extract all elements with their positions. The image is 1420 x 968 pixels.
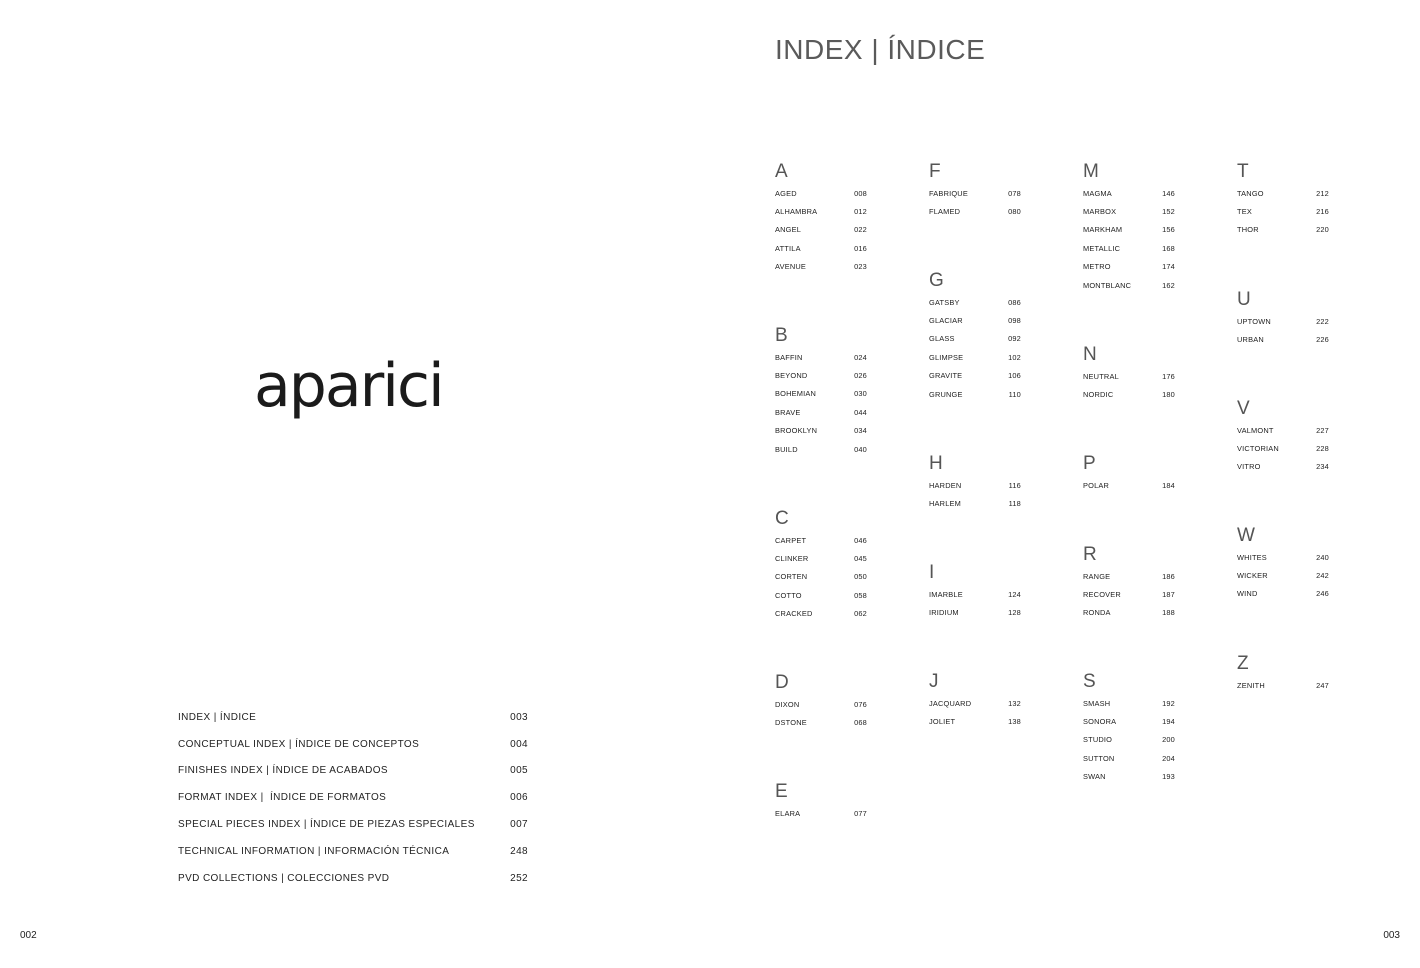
index-entry[interactable] [1083,258,1175,276]
index-letter: H [929,453,943,474]
collection-name: CRACKED [775,609,813,619]
collection-page: 110 [1008,389,1021,399]
collection-page: 168 [1162,243,1175,253]
index-entry[interactable] [775,258,867,276]
collection-name: METRO [1083,262,1111,272]
toc-row[interactable] [178,731,528,758]
index-group-f [929,160,1021,221]
collection-page: 102 [1008,352,1021,362]
index-entry[interactable] [1083,712,1175,730]
index-entry[interactable] [929,712,1021,730]
toc-row[interactable] [178,865,528,892]
page-number-right: 003 [1383,930,1400,941]
collection-name: VITRO [1237,462,1261,472]
index-group-e [775,780,867,822]
collection-page: 212 [1316,188,1329,198]
collection-name: STUDIO [1083,735,1113,745]
collection-name: URBAN [1237,335,1264,345]
collection-page: 128 [1008,608,1021,618]
collection-page: 050 [854,572,867,582]
collection-page: 228 [1316,444,1329,454]
collection-name: WICKER [1237,571,1268,581]
index-group-r [1083,543,1175,622]
collection-name: NEUTRAL [1083,371,1119,381]
index-group-s [1083,670,1175,786]
collection-page: 077 [854,808,867,818]
collection-page: 092 [1008,334,1021,344]
index-letter: C [775,508,789,529]
index-entry[interactable] [775,713,867,731]
index-group-m [1083,160,1175,294]
toc-row[interactable] [178,838,528,865]
toc-page: 252 [510,872,528,884]
collection-name: MARKHAM [1083,225,1123,235]
index-group-p [1083,452,1175,494]
index-letter: P [1083,453,1096,474]
index-group-i [929,561,1021,622]
collection-page: 242 [1316,571,1329,581]
index-entry[interactable] [929,367,1021,385]
index-group-c [775,507,867,623]
index-letter: F [929,161,941,182]
collection-name: CARPET [775,535,807,545]
index-entry[interactable] [775,531,867,549]
toc-label: PVD COLLECTIONS | COLECCIONES PVD [178,872,390,884]
index-entry[interactable] [775,221,867,239]
index-entry[interactable] [775,239,867,257]
collection-page: 024 [854,352,867,362]
collection-name: SWAN [1083,772,1106,782]
collection-name: ALHAMBRA [775,207,818,217]
collection-page: 046 [854,535,867,545]
collection-name: BROOKLYN [775,426,818,436]
collection-page: 132 [1008,698,1021,708]
toc-row[interactable] [178,704,528,731]
index-entry[interactable] [1083,239,1175,257]
collection-name: WIND [1237,589,1258,599]
collection-page: 106 [1008,371,1021,381]
collection-name: RONDA [1083,608,1111,618]
index-entry[interactable] [775,202,867,220]
index-entry[interactable] [1237,676,1329,694]
collection-name: RECOVER [1083,590,1121,600]
collection-page: 045 [854,554,867,564]
collection-page: 008 [854,188,867,198]
collection-page: 138 [1008,717,1021,727]
collection-name: GLACIAR [929,316,963,326]
index-entry[interactable] [775,804,867,822]
toc-row[interactable] [178,784,528,811]
collection-page: 152 [1162,207,1175,217]
index-entry[interactable] [775,549,867,567]
index-entry[interactable] [1083,385,1175,403]
collection-page: 098 [1008,316,1021,326]
toc-page: 003 [510,711,528,723]
collection-name: GRUNGE [929,389,963,399]
page-title: INDEX | ÍNDICE [775,34,986,65]
collection-page: 076 [854,699,867,709]
index-entry[interactable] [929,330,1021,348]
index-letter: S [1083,671,1096,692]
index-group-b [775,324,867,458]
index-group-g [929,269,1021,403]
index-letter: Z [1237,653,1249,674]
index-entry[interactable] [1237,566,1329,584]
index-entry[interactable] [1237,312,1329,330]
collection-page: 022 [854,225,867,235]
index-entry[interactable] [1083,221,1175,239]
collection-name: WHITES [1237,552,1267,562]
index-group-v [1237,397,1329,476]
index-entry[interactable] [929,184,1021,202]
toc-page: 007 [510,819,528,831]
collection-name: GATSBY [929,297,960,307]
collection-name: VICTORIAN [1237,444,1279,454]
collection-name: THOR [1237,225,1259,235]
collection-page: 116 [1008,480,1021,490]
collection-name: AVENUE [775,262,807,272]
collection-name: MARBOX [1083,207,1117,217]
collection-page: 034 [854,426,867,436]
index-entry[interactable] [1237,585,1329,603]
collection-page: 247 [1316,680,1329,690]
index-group-n [1083,343,1175,404]
collection-page: 184 [1162,480,1175,490]
collection-name: SONORA [1083,717,1117,727]
index-group-a [775,160,867,276]
index-letter: J [929,671,939,692]
collection-name: HARLEM [929,499,962,509]
index-entry[interactable] [1083,731,1175,749]
index-entry[interactable] [775,605,867,623]
index-entry[interactable] [1083,476,1175,494]
index-entry[interactable] [1237,421,1329,439]
index-letter: T [1237,161,1249,182]
collection-page: 026 [854,371,867,381]
index-entry[interactable] [929,202,1021,220]
index-letter: D [775,672,789,693]
collection-page: 080 [1008,207,1021,217]
toc-label: TECHNICAL INFORMATION | INFORMACIÓN TÉCNICA [178,845,450,857]
index-entry[interactable] [929,603,1021,621]
index-entry[interactable] [1083,768,1175,786]
index-entry[interactable] [775,366,867,384]
index-entry[interactable] [1237,439,1329,457]
collection-name: BAFFIN [775,352,803,362]
index-letter: U [1237,289,1251,310]
collection-page: 012 [854,207,867,217]
collection-name: TANGO [1237,188,1264,198]
toc-label: CONCEPTUAL INDEX | ÍNDICE DE CONCEPTOS [178,738,420,750]
collection-page: 216 [1316,207,1329,217]
index-entry[interactable] [1237,548,1329,566]
collection-name: AGED [775,188,797,198]
index-group-w [1237,524,1329,603]
index-entry[interactable] [929,293,1021,311]
collection-page: 016 [854,243,867,253]
collection-page: 174 [1162,262,1175,272]
collection-page: 124 [1008,589,1021,599]
index-entry[interactable] [929,385,1021,403]
brand-logo: aparici [254,351,443,421]
index-entry[interactable] [1237,184,1329,202]
index-entry[interactable] [929,476,1021,494]
collection-name: DIXON [775,699,800,709]
index-entry[interactable] [929,311,1021,329]
collection-page: 222 [1316,316,1329,326]
index-entry[interactable] [1237,221,1329,239]
collection-name: JACQUARD [929,698,972,708]
toc-row[interactable] [178,758,528,785]
collection-name: IRIDIUM [929,608,959,618]
collection-name: ZENITH [1237,680,1265,690]
index-entry[interactable] [775,695,867,713]
collection-name: CORTEN [775,572,808,582]
collection-page: 176 [1162,371,1175,381]
index-letter: N [1083,344,1097,365]
collection-page: 058 [854,590,867,600]
toc-label: INDEX | ÍNDICE [178,711,257,723]
toc-page: 006 [510,792,528,804]
collection-page: 192 [1162,698,1175,708]
collection-name: MONTBLANC [1083,280,1132,290]
index-letter: E [775,781,788,802]
index-entry[interactable] [1083,567,1175,585]
toc-page: 248 [510,845,528,857]
toc-row[interactable] [178,811,528,838]
collection-name: SMASH [1083,698,1111,708]
toc-page: 004 [510,738,528,750]
collection-name: ANGEL [775,225,802,235]
index-entry[interactable] [775,422,867,440]
collection-page: 227 [1316,425,1329,435]
collection-name: IMARBLE [929,589,963,599]
collection-page: 146 [1162,188,1175,198]
collection-name: METALLIC [1083,243,1121,253]
collection-name: NORDIC [1083,390,1114,400]
collection-page: 194 [1162,717,1175,727]
index-entry[interactable] [1083,202,1175,220]
index-group-z [1237,652,1329,694]
index-entry[interactable] [1083,585,1175,603]
collection-name: BEYOND [775,371,808,381]
index-letter: R [1083,544,1097,565]
collection-name: FLAMED [929,207,961,217]
collection-page: 023 [854,262,867,272]
index-entry[interactable] [775,586,867,604]
collection-name: POLAR [1083,480,1110,490]
collection-name: UPTOWN [1237,316,1271,326]
index-letter: B [775,325,788,346]
toc-label: FINISHES INDEX | ÍNDICE DE ACABADOS [178,765,388,777]
collection-name: HARDEN [929,480,962,490]
collection-name: COTTO [775,590,802,600]
index-entry[interactable] [775,348,867,366]
collection-page: 180 [1162,390,1175,400]
index-entry[interactable] [1237,202,1329,220]
index-entry[interactable] [1083,276,1175,294]
index-group-u [1237,288,1329,349]
collection-page: 240 [1316,552,1329,562]
collection-name: ATTILA [775,243,801,253]
index-entry[interactable] [929,494,1021,512]
index-entry[interactable] [1083,749,1175,767]
index-entry[interactable] [1237,330,1329,348]
index-entry[interactable] [1083,604,1175,622]
index-entry[interactable] [775,440,867,458]
collection-name: BRAVE [775,407,801,417]
collection-name: SUTTON [1083,753,1115,763]
collection-page: 044 [854,407,867,417]
index-entry[interactable] [1083,184,1175,202]
index-entry[interactable] [1083,367,1175,385]
collection-page: 186 [1162,571,1175,581]
collection-page: 220 [1316,225,1329,235]
collection-name: BUILD [775,444,798,454]
index-letter: G [929,270,944,291]
index-group-j [929,670,1021,731]
collection-name: GRAVITE [929,371,963,381]
collection-page: 040 [854,444,867,454]
index-letter: W [1237,525,1255,546]
collection-name: BOHEMIAN [775,389,817,399]
collection-page: 118 [1008,499,1021,509]
index-letter: A [775,161,788,182]
table-of-contents [178,704,528,892]
collection-name: VALMONT [1237,425,1274,435]
collection-page: 200 [1162,735,1175,745]
index-letter: M [1083,161,1099,182]
collection-page: 078 [1008,188,1021,198]
index-group-h [929,452,1021,513]
collection-name: JOLIET [929,717,956,727]
page-number-left: 002 [20,930,37,941]
collection-page: 234 [1316,462,1329,472]
collection-page: 086 [1008,297,1021,307]
collection-page: 030 [854,389,867,399]
index-group-d [775,671,867,732]
collection-name: DSTONE [775,718,807,728]
collection-page: 226 [1316,335,1329,345]
collection-name: CLINKER [775,554,809,564]
collection-page: 187 [1162,590,1175,600]
index-entry[interactable] [929,694,1021,712]
index-entry[interactable] [1237,458,1329,476]
collection-page: 062 [854,609,867,619]
toc-page: 005 [510,765,528,777]
collection-page: 162 [1162,280,1175,290]
index-entry[interactable] [775,385,867,403]
collection-page: 193 [1162,772,1175,782]
collection-page: 188 [1162,608,1175,618]
index-letter: V [1237,398,1250,419]
collection-page: 068 [854,718,867,728]
collection-name: GLIMPSE [929,352,964,362]
collection-name: RANGE [1083,571,1111,581]
index-group-t [1237,160,1329,239]
collection-name: TEX [1237,207,1252,217]
index-entry[interactable] [929,348,1021,366]
index-letter: I [929,562,935,583]
collection-name: GLASS [929,334,955,344]
index-entry[interactable] [775,184,867,202]
index-entry[interactable] [775,568,867,586]
collection-page: 246 [1316,589,1329,599]
collection-name: ELARA [775,808,801,818]
collection-name: FABRIQUE [929,188,968,198]
index-entry[interactable] [775,403,867,421]
index-entry[interactable] [1083,694,1175,712]
toc-label: SPECIAL PIECES INDEX | ÍNDICE DE PIEZAS ESPECIALES [178,819,475,831]
toc-label: FORMAT INDEX | ÍNDICE DE FORMATOS [178,792,387,804]
index-entry[interactable] [929,585,1021,603]
collection-page: 156 [1162,225,1175,235]
collection-name: MAGMA [1083,188,1112,198]
collection-page: 204 [1162,753,1175,763]
